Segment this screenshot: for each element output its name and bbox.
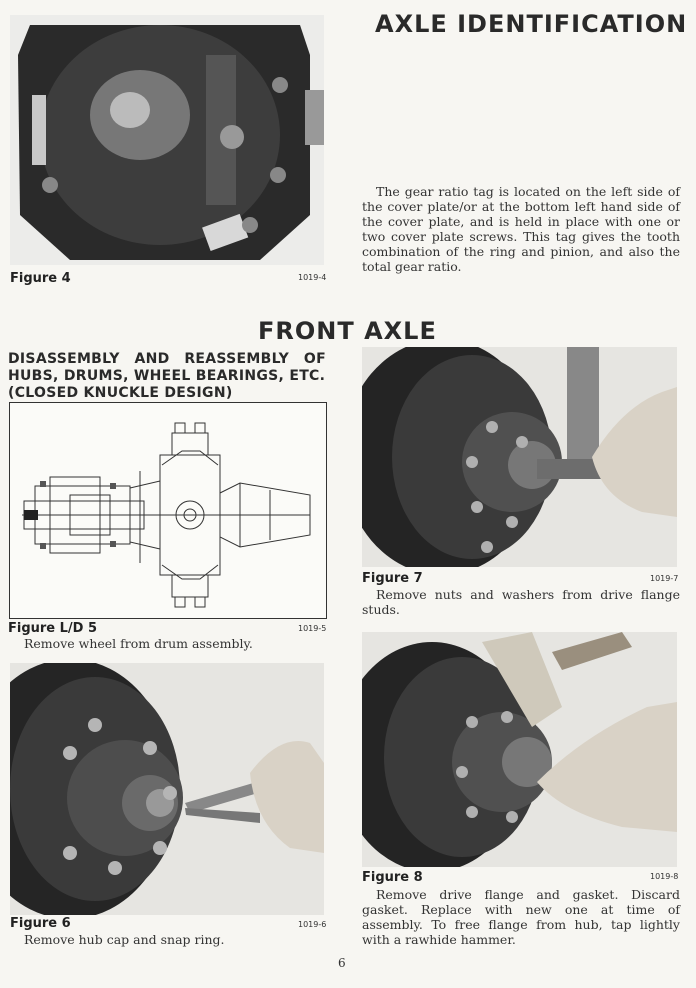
subheading-line-1: DISASSEMBLY AND REASSEMBLY OF [8, 351, 326, 367]
figure-6-photo [10, 663, 324, 915]
figure-5-label: Figure L/D 5 [8, 621, 98, 636]
figure-5-code: 1019-5 [298, 624, 327, 633]
figure-7-photo [362, 347, 677, 567]
figure-4-label: Figure 4 [10, 271, 71, 286]
figure-8-label: Figure 8 [362, 870, 423, 885]
figure-7-code: 1019-7 [650, 574, 679, 583]
figure-6-label: Figure 6 [10, 916, 71, 931]
figure-4-code: 1019-4 [298, 273, 327, 282]
axle-identification-body: The gear ratio tag is located on the left side of the cover plate/or at the bottom left hand side of the cover plate, and is held in place with one or two cover plate screws. This tag gives the tooth combination of the ring and pinion, and also the total gear ratio. [362, 184, 680, 274]
figure-5-diagram [9, 402, 327, 619]
subheading-line-3: (CLOSED KNUCKLE DESIGN) [8, 385, 233, 401]
figure-8-photo [362, 632, 677, 867]
page-number: 6 [338, 956, 346, 970]
figure-4-photo [10, 15, 324, 265]
figure-7-caption: Remove nuts and washers from drive flange studs. [362, 587, 680, 617]
axle-cross-section-drawing [10, 403, 326, 618]
figure-8-caption: Remove drive flange and gasket. Discard gasket. Replace with new one at time of assembly. To free flange from hub, tap lightly with a rawhide hammer. [362, 887, 680, 947]
figure-7-label: Figure 7 [362, 571, 423, 586]
figure-6-caption: Remove hub cap and snap ring. [24, 932, 225, 947]
subheading-line-2: HUBS, DRUMS, WHEEL BEARINGS, ETC. [8, 368, 326, 384]
front-axle-subheading [8, 351, 326, 402]
figure-5-caption: Remove wheel from drum assembly. [24, 636, 253, 651]
axle-identification-heading: AXLE IDENTIFICATION [375, 10, 688, 38]
figure-6-code: 1019-6 [298, 920, 327, 929]
figure-8-code: 1019-8 [650, 872, 679, 881]
front-axle-heading: FRONT AXLE [258, 317, 437, 345]
